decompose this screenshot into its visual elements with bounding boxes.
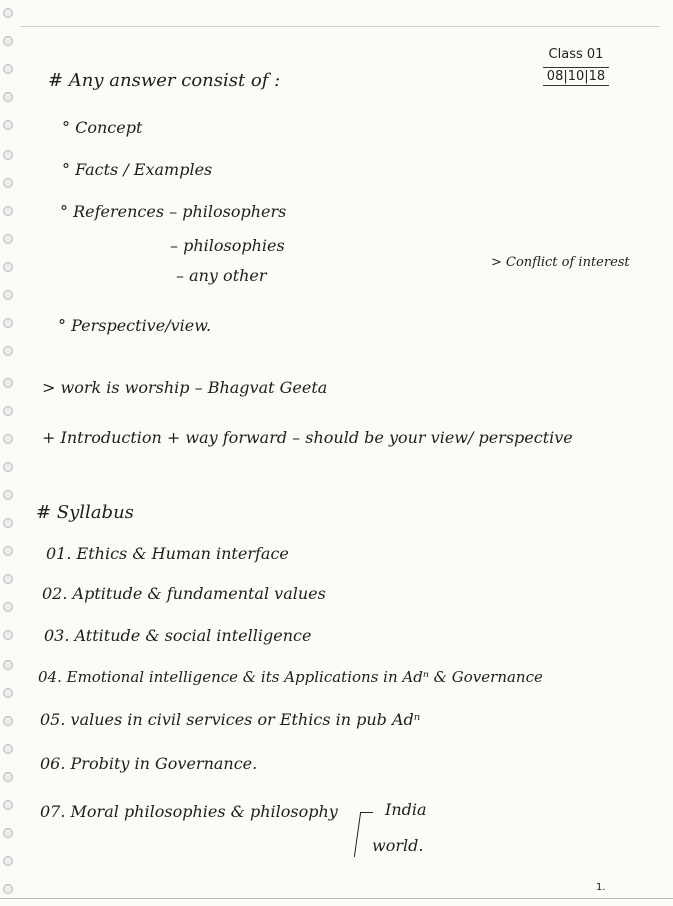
list-item-philosophies: – philosophies [170,236,285,255]
side-note-conflict: > Conflict of interest [491,255,630,270]
answer-heading: # Any answer consist of : [48,70,281,91]
top-edge-line [20,26,660,27]
syllabus-item-03: 03. Attitude & social intelligence [44,626,312,645]
syllabus-item-01: 01. Ethics & Human interface [46,544,289,563]
date-label: 08|10|18 [543,67,609,87]
class-label: Class 01 [548,47,604,62]
class-date-tag [541,46,611,86]
syllabus-item-06: 06. Probity in Governance. [40,754,258,773]
branch-india: India [385,800,427,819]
binding-holes [0,0,16,906]
note-intro-way-forward: + Introduction + way forward – should be your view/ perspective [42,428,573,447]
bottom-edge-line [0,898,673,899]
branch-bracket [354,812,373,857]
page-number: 1. [596,882,606,893]
list-item-facts: ° Facts / Examples [62,160,213,179]
syllabus-item-04: 04. Emotional intelligence & its Applications in Adⁿ & Governance [38,668,543,686]
branch-world: world. [372,836,424,855]
syllabus-heading: # Syllabus [36,502,134,523]
list-item-concept: ° Concept [62,118,143,137]
note-work-worship: > work is worship – Bhagvat Geeta [42,378,328,397]
list-item-any-other: – any other [176,266,267,285]
list-item-perspective: ° Perspective/view. [58,316,212,335]
syllabus-item-07: 07. Moral philosophies & philosophy [40,802,338,821]
syllabus-item-02: 02. Aptitude & fundamental values [42,584,326,603]
list-item-references: ° References – philosophers [60,202,287,221]
syllabus-item-05: 05. values in civil services or Ethics in pub Adⁿ [40,710,421,729]
